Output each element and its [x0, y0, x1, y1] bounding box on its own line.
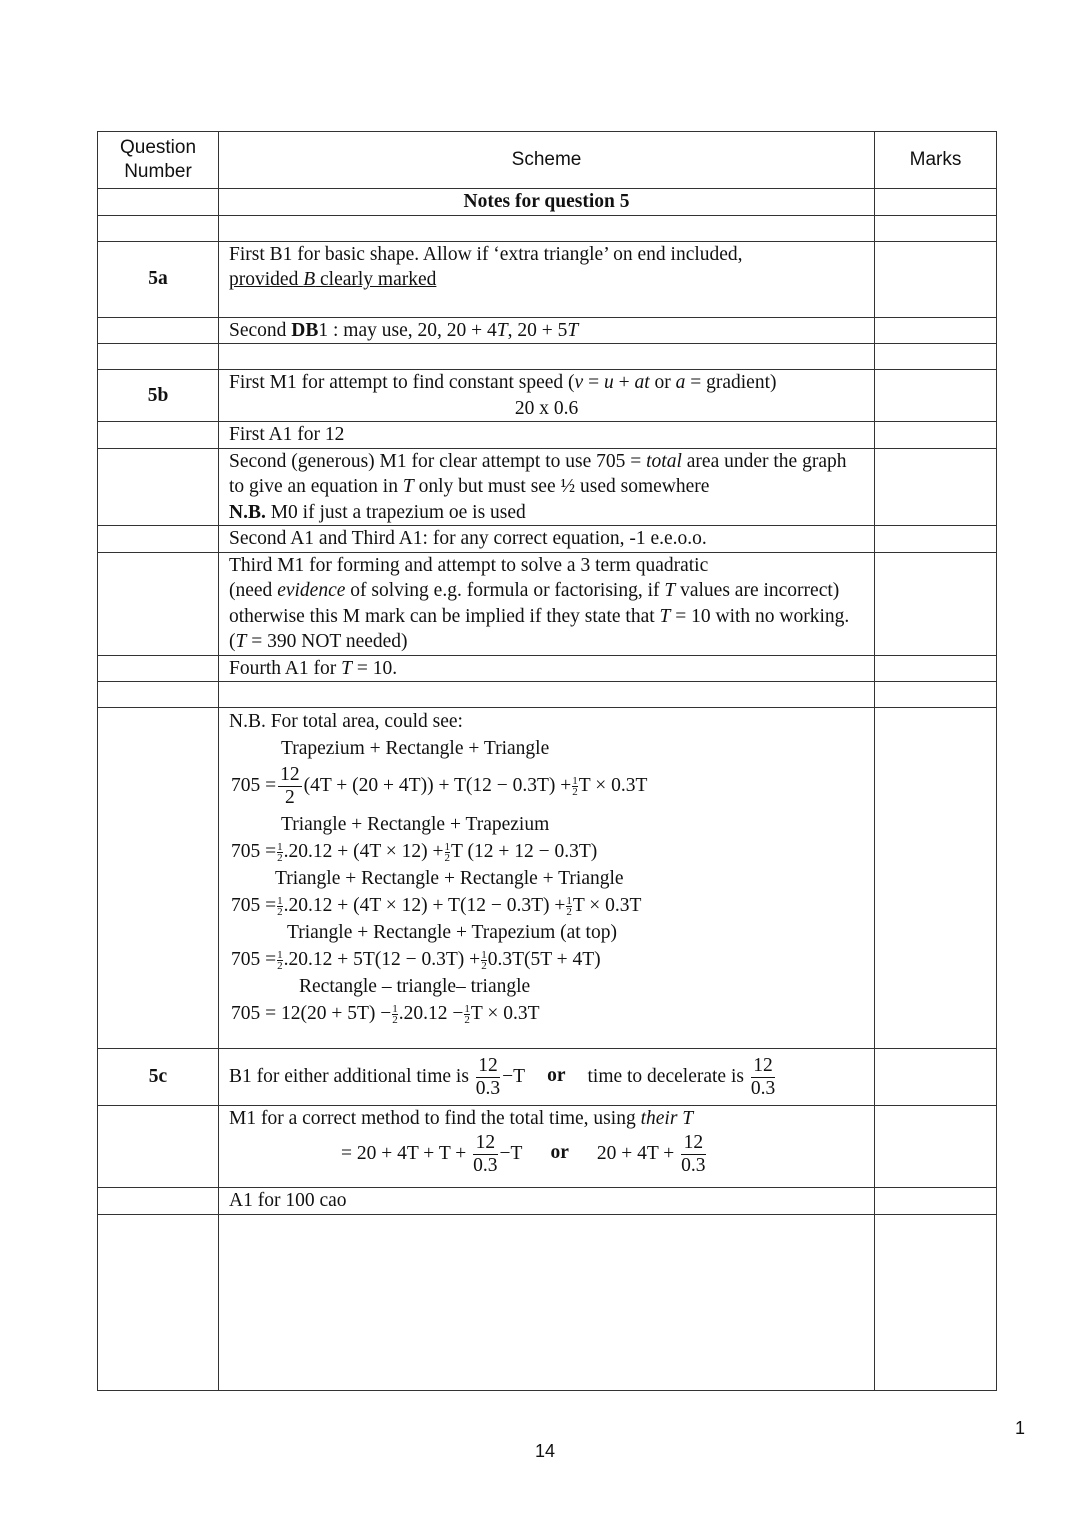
row-5b — [98, 370, 997, 422]
side-page-number: 1 — [1015, 1418, 1026, 1438]
scheme-text: M1 for a correct method to find the total time, using their T = 20 + 4T + T + $\frac{12}{0.3}$ −T or 20 + 4T + $\frac{12}{0.3}$ — [219, 1106, 875, 1188]
header-marks: Marks — [875, 132, 997, 189]
header-scheme: Scheme — [219, 132, 875, 189]
scheme-text: Fourth A1 for T = 10. — [219, 655, 875, 682]
scheme-text: First B1 for basic shape. Allow if ‘extra triangle’ on end included, provided B clearly marked — [219, 241, 875, 317]
row-5c — [98, 1049, 997, 1106]
scheme-text: Second A1 and Third A1: for any correct equation, -1 e.e.o.o. — [219, 526, 875, 553]
scheme-text: B1 for either additional time is $\frac{12}{0.3}$ −T or time to decelerate is $\frac{12}{0.3}$ — [219, 1049, 875, 1106]
scheme-text: Second (generous) M1 for clear attempt to use 705 = total area under the graph to give an equation in T only but must see ½ used somewhere N.B. M0 if just a trapezium oe is used — [219, 448, 875, 526]
row-total-area-notes — [98, 708, 997, 1049]
notes-title: Notes for question 5 — [219, 189, 875, 216]
scheme-text: Second DB1 : may use, 20, 20 + 4T, 20 + 5T — [219, 317, 875, 344]
scheme-text: A1 for 100 cao — [219, 1188, 875, 1215]
scheme-text: Third M1 for forming and attempt to solve a 3 term quadratic (need evidence of solving e.g. formula or factorising, if T values are incorrect) otherwise this M mark can be implied if they state that T = 10 with no working. (T = 390 NOT needed) — [219, 552, 875, 655]
question-number: 5a — [98, 241, 219, 317]
scheme-text: First M1 for attempt to find constant speed (v = u + at or a = gradient) 20 x 0.6 — [219, 370, 875, 422]
question-number: 5c — [98, 1049, 219, 1106]
header-row — [98, 132, 997, 189]
page-number: 14 — [535, 1441, 556, 1461]
header-question: Question Number — [98, 132, 219, 189]
scheme-text: First A1 for 12 — [219, 422, 875, 449]
equations-block: N.B. For total area, could see: Trapezium + Rectangle + Triangle 705 = $\frac{12}{2}$ (4T + (20 + 4T)) + T(12 − 0.3T) + $\frac{1}{2}$ T × 0.3T Triangle + Rectangle + Trapezium 705 = $\frac{1}{2}$ .20.12 + (4T × 12) + $\frac{1}{2}$ T (12 + 12 − 0.3T) Triangle + Rectangle + Rectangle + Triangle 705 = $\frac{1}{2}$ .20.12 + (4T × 12) + T(12 − 0.3T) + $\frac{1}{2}$ T × 0.3T Triangle + Rectangle + Trapezium (at top) 705 = $\frac{1}{2}$ .20.12 + 5T(12 − 0.3T) + $\frac{1}{2}$ 0.3T(5T + 4T) Rectangle – triangle– triangle 705 = 12(20 + 5T) − $\frac{1}{2}$ .20.12 − $\frac{1}{2}$ T × 0.3T — [219, 708, 875, 1049]
row-5a — [98, 241, 997, 317]
question-number: 5b — [98, 370, 219, 422]
mark-scheme-table — [97, 131, 997, 1391]
